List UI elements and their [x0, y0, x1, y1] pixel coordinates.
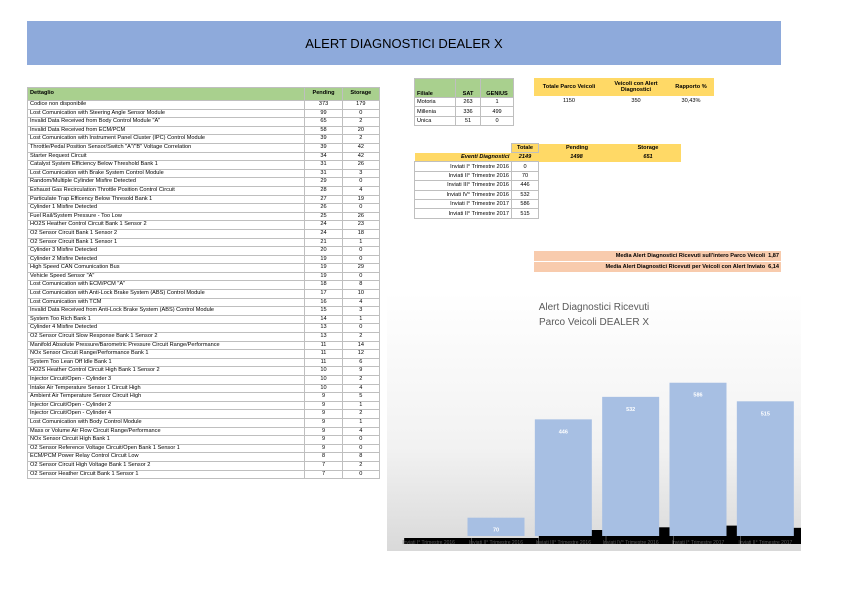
table-row [28, 333, 380, 342]
table-row [28, 272, 380, 281]
row-dettaglio: Invalid Data Received from Body Control Module "A" [28, 118, 305, 127]
row-storage: 19 [342, 195, 379, 204]
row-pending: 9 [305, 436, 342, 445]
row-dettaglio: Exhaust Gas Recirculation Throttle Position Control Circuit [28, 186, 305, 195]
table-row [28, 204, 380, 213]
table-row [28, 427, 380, 436]
table-row [28, 255, 380, 264]
table-row [415, 199, 682, 208]
row-pending: 9 [305, 393, 342, 402]
row-pending: 7 [305, 461, 342, 470]
row-dettaglio: O2 Sensor Circuit Bank 1 Sensor 1 [28, 238, 305, 247]
row-storage: 14 [342, 341, 379, 350]
row-storage: 10 [342, 290, 379, 299]
row-storage: 18 [342, 229, 379, 238]
row-storage: 6 [342, 358, 379, 367]
detail-table-header [28, 88, 380, 101]
row-storage: 4 [342, 298, 379, 307]
row-pending: 10 [305, 384, 342, 393]
table-row [28, 470, 380, 479]
row-storage: 1 [342, 238, 379, 247]
row-dettaglio: Cylinder 4 Misfire Detected [28, 324, 305, 333]
table-row [28, 281, 380, 290]
row-pending: 58 [305, 126, 342, 135]
row-dettaglio: Injector Circuit/Open - Cylinder 3 [28, 376, 305, 385]
table-row [28, 143, 380, 152]
row-dettaglio: O2 Sensor Circuit Bank 1 Sensor 2 [28, 229, 305, 238]
row-storage: 2 [342, 461, 379, 470]
table-row [28, 169, 380, 178]
table-row [28, 384, 380, 393]
row-storage: 2 [342, 135, 379, 144]
filiale-header: Filiale [415, 79, 456, 98]
row-dettaglio: Cylinder 2 Misfire Detected [28, 255, 305, 264]
filiale-table [414, 78, 514, 126]
bar-data-label: 70 [492, 527, 500, 534]
row-pending: 10 [305, 376, 342, 385]
row-dettaglio: ECM/PCM Power Relay Control Circuit Low [28, 453, 305, 462]
rapporto-header: Rapporto % [668, 78, 714, 96]
row-dettaglio: Lost Comunication with Instrument Panel Cluster (IPC) Control Module [28, 135, 305, 144]
row-dettaglio: Random/Multiple Cylinder Misfire Detected [28, 178, 305, 187]
row-dettaglio: System Too Rich Bank 1 [28, 315, 305, 324]
row-storage: 8 [342, 281, 379, 290]
table-row [28, 298, 380, 307]
row-pending: 17 [305, 290, 342, 299]
row-dettaglio: Lost Comunication with ECM/PCM "A" [28, 281, 305, 290]
trimestre-label: Inviati I° Trimestre 2017 [415, 199, 512, 208]
row-pending: 39 [305, 143, 342, 152]
media-alert-label: Media Alert Diagnostici Ricevuti per Veicoli con Alert Inviato [605, 264, 766, 270]
row-storage: 42 [342, 152, 379, 161]
row-pending: 11 [305, 350, 342, 359]
table-row [28, 376, 380, 385]
genius-value: 499 [481, 107, 514, 116]
row-pending: 11 [305, 358, 342, 367]
row-dettaglio: Ambient Air Temperature Sensor Circuit High [28, 393, 305, 402]
table-row [28, 436, 380, 445]
media-parco-label: Media Alert Diagnostici Ricevuti sull'intero Parco Veicoli [615, 253, 766, 259]
bar-data-label: 586 [693, 392, 703, 399]
table-row [28, 229, 380, 238]
row-storage: 20 [342, 126, 379, 135]
row-storage: 4 [342, 186, 379, 195]
filiale-name: Motoria [415, 98, 456, 107]
chart-bar [670, 383, 727, 536]
row-pending: 13 [305, 333, 342, 342]
eventi-totale: 2149 [512, 153, 539, 162]
row-pending: 9 [305, 444, 342, 453]
x-tick-label: Inviati III° Trimestre 2016 [535, 540, 592, 546]
eventi-storage: 651 [615, 153, 681, 162]
row-pending: 9 [305, 427, 342, 436]
row-storage: 23 [342, 221, 379, 230]
row-storage: 0 [342, 255, 379, 264]
table-row [415, 181, 682, 190]
detail-table [27, 87, 380, 479]
row-pending: 8 [305, 453, 342, 462]
table-row [28, 118, 380, 127]
table-row [28, 195, 380, 204]
row-storage: 0 [342, 470, 379, 479]
totale-parco-header: Totale Parco Veicoli [534, 78, 604, 96]
row-pending: 28 [305, 186, 342, 195]
table-row [28, 393, 380, 402]
row-storage: 8 [342, 453, 379, 462]
trimestre-value: 446 [512, 181, 539, 190]
detail-header-dettaglio: Dettaglio [28, 88, 305, 101]
row-dettaglio: Throttle/Pedal Position Sensor/Switch "A"/"B" Voltage Correlation [28, 143, 305, 152]
media-parco-value: 1,87 [768, 253, 779, 259]
row-dettaglio: Lost Comunication with Brake System Control Module [28, 169, 305, 178]
row-pending: 19 [305, 264, 342, 273]
table-row [28, 307, 380, 316]
totale-header: Totale [512, 144, 539, 153]
media-alert-box [534, 262, 781, 272]
row-dettaglio: Invalid Data Received from Anti-Lock Brake System (ABS) Control Module [28, 307, 305, 316]
row-dettaglio: Lost Comunication with TCM [28, 298, 305, 307]
table-row [28, 264, 380, 273]
row-pending: 11 [305, 341, 342, 350]
row-storage: 26 [342, 161, 379, 170]
row-dettaglio: Invalid Data Received from ECM/PCM [28, 126, 305, 135]
totale-parco-value: 1150 [562, 97, 576, 104]
row-storage: 0 [342, 272, 379, 281]
table-row [28, 238, 380, 247]
row-dettaglio: High Speed CAN Comunication Bus [28, 264, 305, 273]
table-row [28, 178, 380, 187]
row-storage: 0 [342, 178, 379, 187]
table-row [415, 107, 514, 116]
veicoli-alert-value: 350 [631, 97, 641, 104]
row-pending: 9 [305, 410, 342, 419]
row-pending: 29 [305, 178, 342, 187]
trimestre-label: Inviati III° Trimestre 2016 [415, 181, 512, 190]
table-row [28, 101, 380, 110]
row-dettaglio: O2 Sensor Circuit Slow Response Bank 1 Sensor 2 [28, 333, 305, 342]
row-storage: 9 [342, 367, 379, 376]
chart-bar [535, 419, 592, 536]
table-row [28, 418, 380, 427]
row-storage: 1 [342, 401, 379, 410]
bar-data-label: 532 [626, 406, 636, 413]
row-dettaglio: Lost Comunication with Anti-Lock Brake System (ABS) Control Module [28, 290, 305, 299]
row-pending: 34 [305, 152, 342, 161]
sat-value: 263 [456, 98, 481, 107]
table-row [534, 96, 714, 105]
table-row [28, 186, 380, 195]
row-pending: 9 [305, 418, 342, 427]
table-row [28, 444, 380, 453]
filiale-name: Unica [415, 116, 456, 125]
row-dettaglio: Intake Air Temperature Sensor 1 Circuit High [28, 384, 305, 393]
row-pending: 27 [305, 195, 342, 204]
table-row [415, 162, 682, 171]
bar-data-label: 515 [760, 411, 770, 418]
row-pending: 15 [305, 307, 342, 316]
table-row [28, 367, 380, 376]
genius-value: 1 [481, 98, 514, 107]
row-storage: 2 [342, 118, 379, 127]
table-row [415, 171, 682, 180]
table-row [28, 247, 380, 256]
row-pending: 19 [305, 272, 342, 281]
table-row [28, 135, 380, 144]
page-title: ALERT DIAGNOSTICI DEALER X [305, 35, 503, 51]
row-pending: 9 [305, 401, 342, 410]
x-tick-label: Inviati II° Trimestre 2017 [738, 540, 793, 546]
trimestre-value: 586 [512, 199, 539, 208]
media-parco-box [534, 251, 781, 261]
row-storage: 5 [342, 393, 379, 402]
row-storage: 0 [342, 324, 379, 333]
row-dettaglio: O2 Sensor Heather Circuit Bank 1 Sensor 1 [28, 470, 305, 479]
chart-title: Alert Diagnostici Ricevuti [538, 302, 650, 313]
detail-header-storage: Storage [342, 88, 379, 101]
row-storage: 0 [342, 436, 379, 445]
row-dettaglio: Injector Circuit/Open - Cylinder 2 [28, 401, 305, 410]
row-pending: 19 [305, 255, 342, 264]
row-pending: 39 [305, 135, 342, 144]
alert-chart [387, 292, 801, 551]
trimestre-value: 70 [512, 171, 539, 180]
row-storage: 0 [342, 109, 379, 118]
trimestre-label: Inviati II° Trimestre 2017 [415, 209, 512, 218]
row-dettaglio: Vehicle Speed Sensor "A" [28, 272, 305, 281]
table-row [28, 461, 380, 470]
media-alert-value: 6,14 [768, 264, 779, 270]
row-storage: 0 [342, 444, 379, 453]
x-tick-label: Inviati IV° Trimestre 2016 [602, 540, 659, 546]
row-storage: 1 [342, 418, 379, 427]
parco-veicoli-table [534, 78, 714, 105]
trimestre-value: 532 [512, 190, 539, 199]
eventi-pending: 1498 [539, 153, 616, 162]
chart-bar [602, 397, 659, 536]
row-dettaglio: Lost Comunication with Steering Angle Sensor Module [28, 109, 305, 118]
row-pending: 10 [305, 367, 342, 376]
row-pending: 24 [305, 229, 342, 238]
row-pending: 24 [305, 221, 342, 230]
table-row [28, 453, 380, 462]
table-row [415, 190, 682, 199]
table-row [415, 98, 514, 107]
sat-header: SAT [456, 79, 481, 98]
table-row [28, 212, 380, 221]
x-tick-label: Inviati I° Trimestre 2016 [402, 540, 455, 546]
trimestre-value: 0 [512, 162, 539, 171]
chart-subtitle: Parco Veicoli DEALER X [538, 317, 650, 328]
pending-header: Pending [539, 144, 616, 153]
x-tick-label: Inviati II° Trimestre 2016 [469, 540, 523, 546]
sat-value: 336 [456, 107, 481, 116]
row-storage: 2 [342, 410, 379, 419]
genius-value: 0 [481, 116, 514, 125]
row-storage: 2 [342, 333, 379, 342]
alert-chart-svg [387, 292, 801, 551]
genius-header: GENIUS [481, 79, 514, 98]
row-dettaglio: Starter Request Circuit [28, 152, 305, 161]
row-pending: 16 [305, 298, 342, 307]
filiale-name: Millenia [415, 107, 456, 116]
table-row [28, 341, 380, 350]
row-storage: 42 [342, 143, 379, 152]
table-row [28, 324, 380, 333]
row-storage: 26 [342, 212, 379, 221]
row-pending: 13 [305, 324, 342, 333]
row-pending: 25 [305, 212, 342, 221]
trimestre-label: Inviati II° Trimestre 2016 [415, 171, 512, 180]
row-storage: 2 [342, 376, 379, 385]
table-row [28, 152, 380, 161]
row-storage: 12 [342, 350, 379, 359]
row-dettaglio: Cylinder 3 Misfire Detected [28, 247, 305, 256]
x-tick-label: Inviati I° Trimestre 2017 [671, 540, 725, 546]
row-pending: 26 [305, 204, 342, 213]
row-storage: 0 [342, 247, 379, 256]
table-row [28, 290, 380, 299]
row-storage: 1 [342, 315, 379, 324]
row-pending: 20 [305, 247, 342, 256]
veicoli-alert-header: Veicoli con Alert Diagnostici [604, 78, 668, 96]
row-storage: 0 [342, 204, 379, 213]
row-dettaglio: NOx Sensor Circuit Range/Performance Bank 1 [28, 350, 305, 359]
table-row [28, 401, 380, 410]
row-dettaglio: Lost Comunication with Body Control Module [28, 418, 305, 427]
row-dettaglio: Cylinder 1 Misfire Detected [28, 204, 305, 213]
row-dettaglio: Particulate Trap Efficency Below Thresold Bank 1 [28, 195, 305, 204]
row-pending: 21 [305, 238, 342, 247]
sat-value: 51 [456, 116, 481, 125]
row-dettaglio: Fuel Rail/System Pressure - Too Low [28, 212, 305, 221]
row-pending: 65 [305, 118, 342, 127]
row-pending: 7 [305, 470, 342, 479]
row-dettaglio: HO2S Heather Control Circuit Bank 1 Sensor 2 [28, 221, 305, 230]
table-row [28, 161, 380, 170]
row-dettaglio: O2 Sensor Reference Voltage Circuit/Open Bank 1 Sensor 1 [28, 444, 305, 453]
row-dettaglio: O2 Sensor Circuit High Voltage Bank 1 Sensor 2 [28, 461, 305, 470]
storage-header: Storage [615, 144, 681, 153]
chart-bar [737, 401, 794, 536]
table-row [28, 221, 380, 230]
rapporto-value: 30,43% [681, 97, 701, 104]
row-storage: 29 [342, 264, 379, 273]
row-pending: 18 [305, 281, 342, 290]
trimestre-value: 515 [512, 209, 539, 218]
eventi-label: Eventi Diagnostici [415, 153, 512, 162]
row-storage: 3 [342, 307, 379, 316]
table-row [28, 410, 380, 419]
detail-header-pending: Pending [305, 88, 342, 101]
row-pending: 373 [305, 101, 342, 110]
table-row [415, 209, 682, 218]
bar-data-label: 446 [558, 429, 568, 436]
row-dettaglio: HO2S Heather Control Circuit High Bank 1 Sensor 2 [28, 367, 305, 376]
row-storage: 179 [342, 101, 379, 110]
trimestre-label: Inviati IV° Trimestre 2016 [415, 190, 512, 199]
row-pending: 31 [305, 161, 342, 170]
row-storage: 4 [342, 427, 379, 436]
trimestri-table [414, 143, 682, 219]
row-dettaglio: Injector Circuit/Open - Cylinder 4 [28, 410, 305, 419]
page-title-bar [27, 21, 781, 65]
trimestre-label: Inviati I° Trimestre 2016 [415, 162, 512, 171]
row-pending: 14 [305, 315, 342, 324]
row-storage: 4 [342, 384, 379, 393]
row-storage: 3 [342, 169, 379, 178]
row-dettaglio: Codice non disponibile [28, 101, 305, 110]
table-row [28, 109, 380, 118]
row-dettaglio: NOx Sensor Circuit High Bank 1 [28, 436, 305, 445]
row-dettaglio: Catalyst System Efficiency Below Threshold Bank 1 [28, 161, 305, 170]
row-pending: 99 [305, 109, 342, 118]
row-dettaglio: Mass or Volume Air Flow Circuit Range/Performance [28, 427, 305, 436]
table-row [28, 358, 380, 367]
table-row [28, 350, 380, 359]
row-dettaglio: System Too Lean Off Idle Bank 1 [28, 358, 305, 367]
table-row [415, 116, 514, 125]
row-pending: 31 [305, 169, 342, 178]
table-row [28, 126, 380, 135]
table-row [28, 315, 380, 324]
eventi-row [415, 153, 682, 162]
row-dettaglio: Manifold Absolute Pressure/Barometric Pressure Circuit Range/Performance [28, 341, 305, 350]
